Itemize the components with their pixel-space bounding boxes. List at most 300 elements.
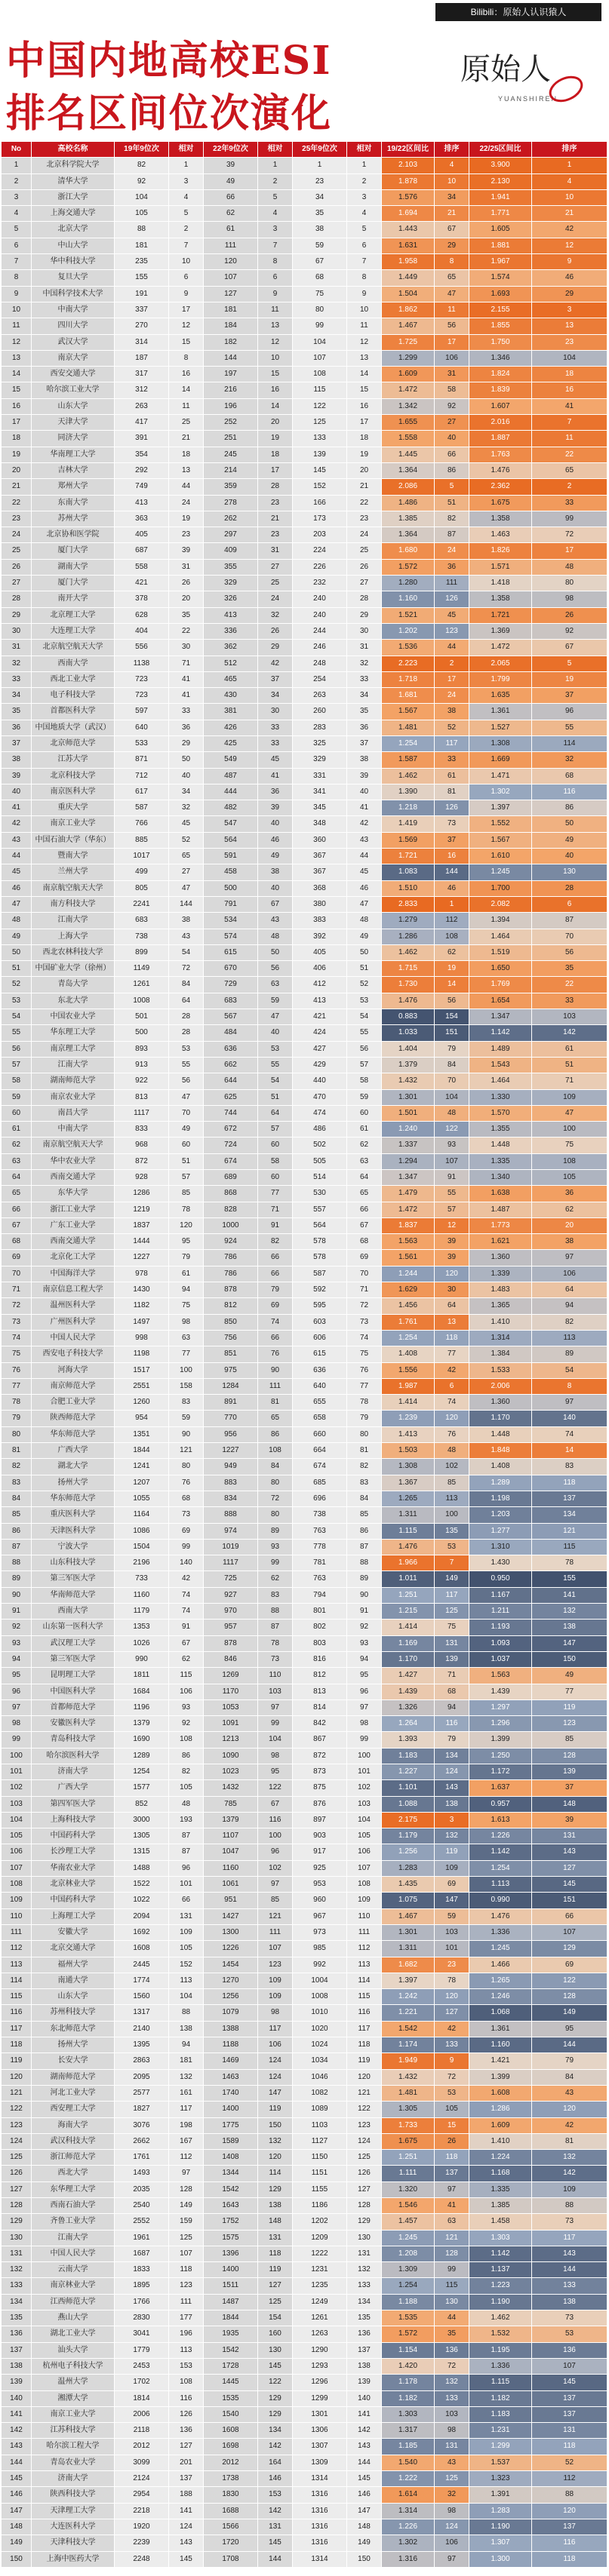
- cell-sort1922: 68: [435, 1684, 469, 1700]
- cell-ratio2225: 1.654: [469, 993, 532, 1009]
- cell-rank25: 578: [293, 1250, 347, 1266]
- cell-no: 32: [2, 656, 32, 672]
- cell-rel25: 43: [347, 833, 382, 849]
- cell-ratio1922: 1.414: [382, 1395, 435, 1411]
- cell-ratio2225: 1.650: [469, 961, 532, 977]
- cell-name: 厦门大学: [32, 543, 115, 559]
- cell-no: 28: [2, 591, 32, 607]
- cell-no: 2: [2, 174, 32, 190]
- cell-rel25: 78: [347, 1395, 382, 1411]
- cell-rel25: 129: [347, 2214, 382, 2230]
- cell-rel22: 91: [258, 1218, 293, 1234]
- cell-sort1922: 38: [435, 704, 469, 720]
- cell-rel19: 96: [169, 1861, 204, 1877]
- table-row: [2, 1443, 607, 1459]
- cell-sort2225: 41: [532, 399, 607, 415]
- cell-rel22: 97: [258, 1877, 293, 1893]
- cell-rank25: 405: [293, 945, 347, 961]
- cell-rel22: 86: [258, 1427, 293, 1443]
- cell-rel22: 78: [258, 1636, 293, 1652]
- cell-rank25: 115: [293, 382, 347, 398]
- cell-rel19: 72: [169, 961, 204, 977]
- cell-ratio1922: 1.182: [382, 2391, 435, 2407]
- cell-rank22: 458: [204, 864, 258, 880]
- cell-rel25: 126: [347, 2166, 382, 2181]
- cell-rank22: 336: [204, 624, 258, 640]
- cell-sort2225: 114: [532, 736, 607, 752]
- cell-sort1922: 91: [435, 1170, 469, 1186]
- cell-rel19: 101: [169, 1877, 204, 1893]
- cell-rel25: 96: [347, 1684, 382, 1700]
- cell-rank19: 1517: [115, 1363, 169, 1379]
- cell-rel25: 57: [347, 1058, 382, 1073]
- cell-rank25: 224: [293, 543, 347, 559]
- cell-ratio2225: 1.464: [469, 1073, 532, 1089]
- cell-rank25: 953: [293, 1877, 347, 1893]
- cell-rel25: 44: [347, 849, 382, 864]
- cell-rank25: 35: [293, 206, 347, 222]
- cell-rank25: 967: [293, 1909, 347, 1925]
- cell-rank22: 924: [204, 1234, 258, 1250]
- cell-name: 北京协和医学院: [32, 527, 115, 543]
- cell-ratio2225: 1.231: [469, 2423, 532, 2439]
- cell-no: 51: [2, 961, 32, 977]
- cell-rel22: 138: [258, 2198, 293, 2214]
- cell-sort1922: 47: [435, 287, 469, 302]
- cell-rel22: 64: [258, 1106, 293, 1122]
- cell-rel25: 23: [347, 511, 382, 527]
- cell-rel22: 43: [258, 913, 293, 929]
- cell-rel25: 39: [347, 769, 382, 784]
- cell-ratio1922: 1.862: [382, 302, 435, 318]
- cell-ratio1922: 1.264: [382, 1716, 435, 1732]
- cell-rel19: 108: [169, 2375, 204, 2390]
- cell-no: 87: [2, 1540, 32, 1555]
- cell-sort2225: 38: [532, 1234, 607, 1250]
- cell-rank25: 505: [293, 1154, 347, 1170]
- cell-sort2225: 116: [532, 784, 607, 800]
- cell-ratio2225: 1.458: [469, 2214, 532, 2230]
- cell-ratio1922: 1.397: [382, 1973, 435, 1989]
- cell-rank22: 1427: [204, 1909, 258, 1925]
- cell-rank25: 406: [293, 961, 347, 977]
- cell-rel19: 40: [169, 769, 204, 784]
- cell-rank22: 196: [204, 399, 258, 415]
- cell-rel19: 118: [169, 2262, 204, 2278]
- cell-rel19: 201: [169, 2455, 204, 2471]
- cell-ratio1922: 1.414: [382, 1620, 435, 1635]
- cell-rank19: 378: [115, 591, 169, 607]
- cell-name: 燕山大学: [32, 2310, 115, 2326]
- table-row: [2, 849, 607, 864]
- cell-ratio1922: 1.481: [382, 720, 435, 736]
- cell-sort2225: 122: [532, 1973, 607, 1989]
- cell-rel19: 29: [169, 736, 204, 752]
- cell-sort2225: 19: [532, 672, 607, 688]
- cell-no: 109: [2, 1893, 32, 1908]
- cell-rel25: 93: [347, 1636, 382, 1652]
- cell-rank22: 66: [204, 190, 258, 206]
- cell-rel22: 9: [258, 287, 293, 302]
- cell-sort2225: 119: [532, 1700, 607, 1716]
- cell-ratio2225: 1.323: [469, 2471, 532, 2487]
- cell-ratio1922: 1.302: [382, 2535, 435, 2551]
- cell-ratio2225: 1.418: [469, 576, 532, 591]
- cell-rank25: 1020: [293, 2022, 347, 2037]
- cell-sort1922: 5: [435, 479, 469, 495]
- cell-ratio2225: 1.472: [469, 640, 532, 656]
- cell-name: 大连理工大学: [32, 624, 115, 640]
- cell-ratio2225: 1.439: [469, 1684, 532, 1700]
- cell-name: 哈尔滨工程大学: [32, 2439, 115, 2455]
- cell-ratio2225: 1.361: [469, 704, 532, 720]
- table-row: [2, 624, 607, 640]
- cell-rank25: 80: [293, 302, 347, 318]
- cell-name: 重庆医科大学: [32, 1507, 115, 1523]
- cell-name: 河海大学: [32, 1363, 115, 1379]
- cell-rank22: 1226: [204, 1941, 258, 1957]
- cell-rel19: 43: [169, 929, 204, 945]
- cell-rank22: 547: [204, 816, 258, 832]
- cell-rel22: 80: [258, 1507, 293, 1523]
- cell-name: 湘潭大学: [32, 2391, 115, 2407]
- cell-rel25: 133: [347, 2278, 382, 2294]
- table-row: [2, 2214, 607, 2230]
- cell-sort2225: 8: [532, 1379, 607, 1395]
- cell-name: 西北农林科技大学: [32, 945, 115, 961]
- cell-ratio2225: 1.142: [469, 1844, 532, 1860]
- cell-sort2225: 7: [532, 415, 607, 431]
- cell-sort2225: 1: [532, 158, 607, 173]
- cell-ratio1922: 1.218: [382, 800, 435, 816]
- table-row: [2, 704, 607, 720]
- cell-name: 青岛大学: [32, 977, 115, 993]
- cell-sort2225: 109: [532, 1090, 607, 1106]
- cell-rank19: 2453: [115, 2359, 169, 2375]
- cell-sort2225: 18: [532, 367, 607, 382]
- cell-no: 146: [2, 2487, 32, 2503]
- cell-rank22: 181: [204, 302, 258, 318]
- cell-rel22: 160: [258, 2326, 293, 2342]
- cell-name: 吉林大学: [32, 463, 115, 479]
- table-row: [2, 1154, 607, 1170]
- cell-rank19: 2035: [115, 2182, 169, 2198]
- cell-sort2225: 33: [532, 993, 607, 1009]
- cell-no: 68: [2, 1234, 32, 1250]
- cell-rank22: 1542: [204, 2182, 258, 2198]
- cell-rank25: 1316: [293, 2487, 347, 2503]
- cell-rank19: 1488: [115, 1861, 169, 1877]
- cell-rel25: 145: [347, 2471, 382, 2487]
- cell-sort2225: 118: [532, 2552, 607, 2568]
- cell-rank25: 75: [293, 287, 347, 302]
- cell-rel22: 145: [258, 2535, 293, 2551]
- cell-no: 102: [2, 1780, 32, 1796]
- cell-sort1922: 26: [435, 2134, 469, 2150]
- cell-rank19: 852: [115, 1797, 169, 1813]
- cell-no: 89: [2, 1571, 32, 1587]
- cell-rel22: 27: [258, 560, 293, 576]
- table-row: [2, 2552, 607, 2568]
- cell-name: 南京大学: [32, 351, 115, 367]
- cell-rel22: 40: [258, 816, 293, 832]
- cell-rank25: 1314: [293, 2471, 347, 2487]
- table-row: [2, 1363, 607, 1379]
- cell-sort2225: 150: [532, 1652, 607, 1668]
- cell-rank19: 1289: [115, 1749, 169, 1764]
- cell-ratio1922: 1.364: [382, 527, 435, 543]
- cell-rank22: 1643: [204, 2198, 258, 2214]
- cell-rank22: 636: [204, 1042, 258, 1058]
- cell-name: 云南大学: [32, 2262, 115, 2278]
- cell-rank25: 367: [293, 849, 347, 864]
- cell-no: 65: [2, 1186, 32, 1202]
- cell-rel25: 110: [347, 1909, 382, 1925]
- cell-rel19: 131: [169, 1909, 204, 1925]
- cell-rel22: 79: [258, 1282, 293, 1298]
- cell-sort1922: 53: [435, 2086, 469, 2102]
- cell-rank19: 2241: [115, 897, 169, 913]
- cell-no: 91: [2, 1604, 32, 1620]
- cell-name: 武汉科技大学: [32, 2134, 115, 2150]
- cell-sort2225: 43: [532, 2086, 607, 2102]
- cell-rel22: 114: [258, 2166, 293, 2181]
- cell-sort1922: 130: [435, 2295, 469, 2310]
- table-row: [2, 1636, 607, 1652]
- table-row: [2, 1861, 607, 1877]
- cell-ratio1922: 1.179: [382, 1828, 435, 1844]
- cell-ratio1922: 1.337: [382, 1138, 435, 1153]
- cell-ratio2225: 1.519: [469, 945, 532, 961]
- cell-rel22: 118: [258, 2246, 293, 2262]
- cell-rank22: 144: [204, 351, 258, 367]
- cell-ratio2225: 1.483: [469, 1282, 532, 1298]
- cell-rank25: 38: [293, 222, 347, 238]
- cell-ratio2225: 1.297: [469, 1700, 532, 1716]
- table-row: [2, 1764, 607, 1780]
- cell-rank19: 191: [115, 287, 169, 302]
- cell-rel25: 91: [347, 1604, 382, 1620]
- cell-rank19: 3099: [115, 2455, 169, 2471]
- cell-rel19: 105: [169, 1941, 204, 1957]
- cell-rel25: 42: [347, 816, 382, 832]
- cell-name: 北京理工大学: [32, 608, 115, 624]
- cell-rel22: 131: [258, 2519, 293, 2535]
- cell-rel25: 62: [347, 1138, 382, 1153]
- table-row: [2, 1620, 607, 1635]
- cell-sort1922: 23: [435, 1957, 469, 1973]
- cell-rel22: 30: [258, 704, 293, 720]
- cell-name: 昆明理工大学: [32, 1668, 115, 1684]
- cell-rank25: 1261: [293, 2310, 347, 2326]
- cell-no: 123: [2, 2118, 32, 2134]
- cell-rank22: 828: [204, 1202, 258, 1218]
- cell-sort1922: 137: [435, 2166, 469, 2181]
- cell-rank25: 1301: [293, 2407, 347, 2423]
- cell-rel22: 57: [258, 1122, 293, 1138]
- cell-rel19: 7: [169, 238, 204, 254]
- cell-rank22: 851: [204, 1346, 258, 1362]
- cell-sort1922: 119: [435, 1844, 469, 1860]
- cell-ratio2225: 1.610: [469, 849, 532, 864]
- cell-ratio1922: 1.614: [382, 2487, 435, 2503]
- cell-rel25: 118: [347, 2037, 382, 2053]
- cell-name: 杭州电子科技大学: [32, 2359, 115, 2375]
- cell-name: 东北大学: [32, 993, 115, 1009]
- cell-rank22: 49: [204, 174, 258, 190]
- cell-rel22: 97: [258, 1700, 293, 1716]
- cell-no: 53: [2, 993, 32, 1009]
- table-row: [2, 961, 607, 977]
- cell-no: 94: [2, 1652, 32, 1668]
- cell-rel19: 59: [169, 1411, 204, 1426]
- cell-sort1922: 147: [435, 1893, 469, 1908]
- cell-rel25: 121: [347, 2086, 382, 2102]
- cell-no: 139: [2, 2375, 32, 2390]
- cell-rank19: 738: [115, 929, 169, 945]
- cell-name: 华东师范大学: [32, 1491, 115, 1507]
- cell-sort1922: 42: [435, 1363, 469, 1379]
- cell-ratio2225: 1.226: [469, 1828, 532, 1844]
- cell-rel25: 94: [347, 1652, 382, 1668]
- cell-no: 49: [2, 929, 32, 945]
- cell-rank25: 1222: [293, 2246, 347, 2262]
- cell-rel22: 59: [258, 993, 293, 1009]
- cell-rank22: 812: [204, 1298, 258, 1314]
- cell-no: 101: [2, 1764, 32, 1780]
- cell-ratio2225: 1.763: [469, 447, 532, 463]
- cell-no: 80: [2, 1427, 32, 1443]
- cell-ratio1922: 1.083: [382, 864, 435, 880]
- cell-ratio2225: 1.330: [469, 1090, 532, 1106]
- cell-ratio2225: 1.826: [469, 543, 532, 559]
- cell-rel25: 25: [347, 543, 382, 559]
- cell-no: 18: [2, 431, 32, 447]
- cell-ratio2225: 1.355: [469, 1122, 532, 1138]
- cell-rank25: 1249: [293, 2295, 347, 2310]
- cell-ratio2225: 1.463: [469, 527, 532, 543]
- cell-sort2225: 142: [532, 2166, 607, 2181]
- cell-name: 青岛科技大学: [32, 1732, 115, 1748]
- cell-rel19: 3: [169, 174, 204, 190]
- cell-rank22: 878: [204, 1282, 258, 1298]
- cell-rel25: 114: [347, 1973, 382, 1989]
- table-row: [2, 1844, 607, 1860]
- cell-rank25: 564: [293, 1218, 347, 1234]
- cell-ratio1922: 1.535: [382, 2310, 435, 2326]
- cell-name: 山东第一医科大学: [32, 1620, 115, 1635]
- cell-rel19: 181: [169, 2053, 204, 2069]
- cell-rel19: 26: [169, 576, 204, 591]
- cell-rank22: 846: [204, 1652, 258, 1668]
- table-row: [2, 1202, 607, 1218]
- cell-rel19: 63: [169, 1331, 204, 1346]
- cell-sort1922: 53: [435, 1540, 469, 1555]
- table-row: [2, 913, 607, 929]
- cell-rank22: 444: [204, 784, 258, 800]
- cell-rank19: 1497: [115, 1315, 169, 1331]
- table-row: [2, 2504, 607, 2519]
- cell-sort2225: 113: [532, 1331, 607, 1346]
- cell-rel25: 24: [347, 527, 382, 543]
- cell-rel22: 50: [258, 945, 293, 961]
- cell-sort1922: 33: [435, 752, 469, 768]
- cell-ratio1922: 1.226: [382, 2519, 435, 2535]
- cell-rank25: 23: [293, 174, 347, 190]
- cell-rank25: 108: [293, 367, 347, 382]
- cell-no: 58: [2, 1073, 32, 1089]
- table-row: [2, 2246, 607, 2262]
- cell-ratio2225: 1.448: [469, 1427, 532, 1443]
- cell-sort2225: 130: [532, 864, 607, 880]
- cell-name: 华南理工大学: [32, 447, 115, 463]
- cell-ratio2225: 1.265: [469, 1973, 532, 1989]
- cell-ratio1922: 1.170: [382, 1652, 435, 1668]
- cell-rank25: 283: [293, 720, 347, 736]
- cell-name: 北京交通大学: [32, 1941, 115, 1957]
- cell-name: 南京医科大学: [32, 784, 115, 800]
- cell-sort2225: 107: [532, 1925, 607, 1941]
- cell-rank22: 878: [204, 1636, 258, 1652]
- cell-sort1922: 73: [435, 816, 469, 832]
- cell-sort2225: 127: [532, 1861, 607, 1877]
- cell-rank22: 1047: [204, 1844, 258, 1860]
- cell-ratio1922: 1.609: [382, 367, 435, 382]
- cell-rel25: 123: [347, 2118, 382, 2134]
- cell-rel22: 153: [258, 2487, 293, 2503]
- cell-rank25: 240: [293, 591, 347, 607]
- column-header-rel25: 相对: [347, 142, 382, 158]
- cell-rel25: 71: [347, 1282, 382, 1298]
- cell-ratio2225: 1.693: [469, 287, 532, 302]
- cell-rel22: 3: [258, 222, 293, 238]
- cell-rel22: 134: [258, 2423, 293, 2439]
- cell-sort1922: 105: [435, 2102, 469, 2117]
- cell-rel19: 38: [169, 913, 204, 929]
- cell-no: 64: [2, 1170, 32, 1186]
- cell-rel25: 122: [347, 2102, 382, 2117]
- cell-rel19: 31: [169, 560, 204, 576]
- cell-rank22: 891: [204, 1395, 258, 1411]
- cell-sort1922: 133: [435, 2037, 469, 2053]
- cell-rank25: 360: [293, 833, 347, 849]
- cell-rel25: 70: [347, 1267, 382, 1282]
- cell-sort1922: 84: [435, 1058, 469, 1073]
- table-row: [2, 1459, 607, 1475]
- cell-sort1922: 16: [435, 849, 469, 864]
- cell-sort2225: 137: [532, 1491, 607, 1507]
- cell-rank19: 363: [115, 511, 169, 527]
- cell-sort2225: 143: [532, 2246, 607, 2262]
- cell-name: 江南大学: [32, 913, 115, 929]
- cell-no: 14: [2, 367, 32, 382]
- cell-sort2225: 132: [532, 2150, 607, 2166]
- cell-name: 上海大学: [32, 929, 115, 945]
- cell-rank19: 2239: [115, 2535, 169, 2551]
- cell-name: 东华理工大学: [32, 2182, 115, 2198]
- table-row: [2, 367, 607, 382]
- cell-rank25: 325: [293, 736, 347, 752]
- cell-rel25: 56: [347, 1042, 382, 1058]
- cell-rel25: 69: [347, 1250, 382, 1266]
- cell-sort1922: 134: [435, 1749, 469, 1764]
- cell-name: 汕头大学: [32, 2343, 115, 2359]
- cell-ratio1922: 1.088: [382, 1797, 435, 1813]
- table-row: [2, 2134, 607, 2150]
- cell-ratio2225: 1.170: [469, 1411, 532, 1426]
- cell-no: 85: [2, 1507, 32, 1523]
- cell-sort1922: 132: [435, 1828, 469, 1844]
